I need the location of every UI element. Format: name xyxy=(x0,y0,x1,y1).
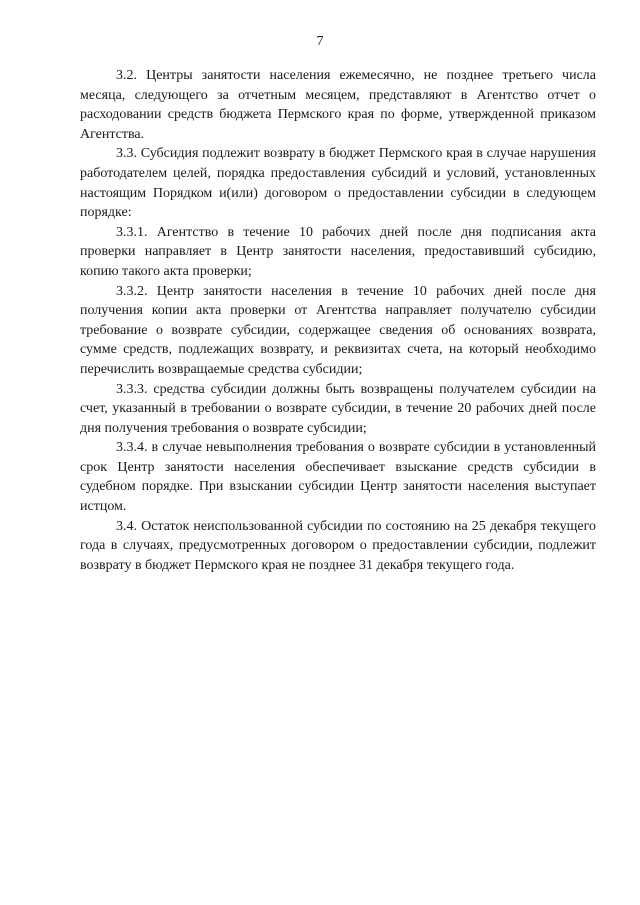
paragraph-3-3-2: 3.3.2. Центр занятости населения в течение 10 рабочих дней после дня получения копии акта проверки от Агентства направляет получателю субсидии требование о возврате субсидии, содержащее сведения об основаниях возврата, сумме средств, подлежащих возврату, и реквизитах счета, на который необходимо перечислить возвращаемые средства субсидии; xyxy=(80,283,596,377)
page-number: 7 xyxy=(316,34,324,49)
paragraph-3-4: 3.4. Остаток неиспользованной субсидии по состоянию на 25 декабря текущего года в случаях, предусмотренных договором о предоставлении субсидии, подлежит возврату в бюджет Пермского края не позднее 31 декабря текущего года. xyxy=(80,518,596,573)
paragraph-3-3: 3.3. Субсидия подлежит возврату в бюджет Пермского края в случае нарушения работодателем целей, порядка предоставления субсидий и условий, установленных настоящим Порядком и(или) договором о предоставлении субсидии в следующем порядке: xyxy=(80,146,596,221)
paragraph-3-3-3: 3.3.3. средства субсидии должны быть возвращены получателем субсидии на счет, указанный в требовании о возврате субсидии, в течение 20 рабочих дней после дня получения требования о возврате субсидии; xyxy=(80,381,596,436)
paragraph-3-3-1: 3.3.1. Агентство в течение 10 рабочих дней после дня подписания акта проверки направляет в Центр занятости населения, предоставивший субсидию, копию такого акта проверки; xyxy=(80,224,596,279)
paragraph-3-3-4: 3.3.4. в случае невыполнения требования о возврате субсидии в установленный срок Центр занятости населения обеспечивает взыскание средств субсидии в судебном порядке. При взыскании субсидии Центр занятости населения выступает истцом. xyxy=(80,440,596,515)
paragraph-3-2: 3.2. Центры занятости населения ежемесячно, не позднее третьего числа месяца, следующего за отчетным месяцем, представляют в Агентство отчет о расходовании средств бюджета Пермского края по форме, утвержденной приказом Агентства. xyxy=(80,68,596,142)
document-body xyxy=(80,66,596,575)
